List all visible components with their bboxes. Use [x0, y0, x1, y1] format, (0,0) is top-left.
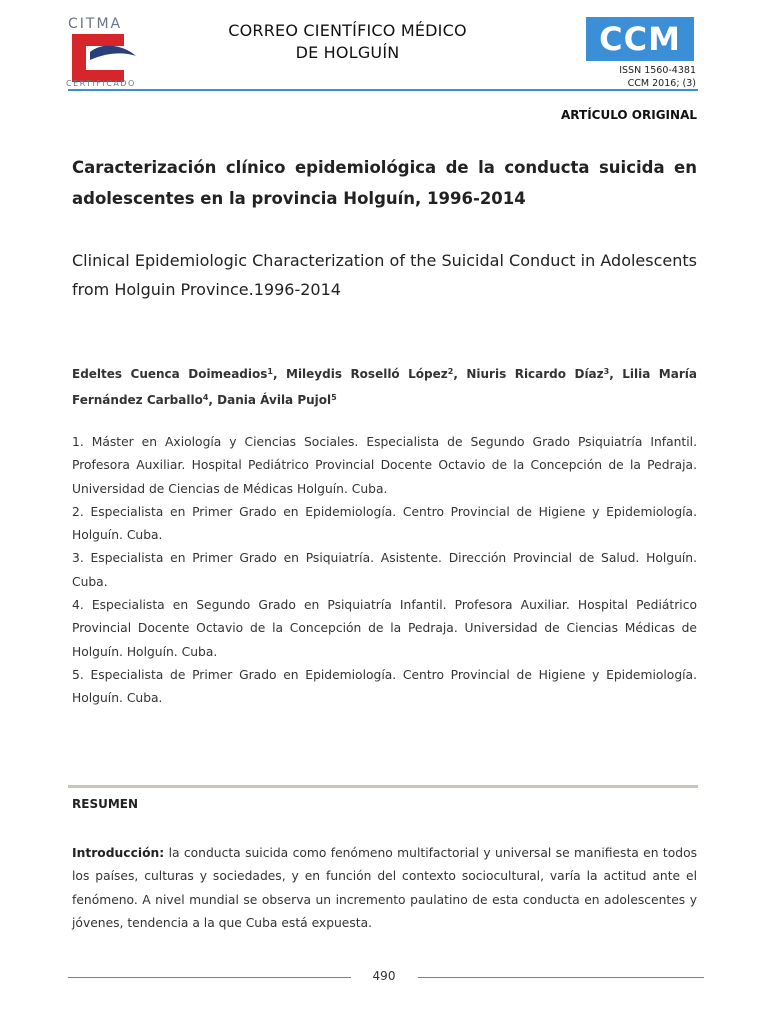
page-number: 490: [372, 969, 396, 983]
affiliation-item: 2. Especialista en Primer Grado en Epidemiología. Centro Provincial de Higiene y Epidemiología. Holguín. Cuba.: [72, 504, 697, 543]
footer-rule-right: [418, 977, 704, 978]
author-affiliation-number: 4: [202, 393, 209, 402]
author-name: Niuris Ricardo Díaz: [466, 367, 604, 381]
logo-text-certificado: CERTIFICADO: [66, 79, 136, 88]
journal-title-line1: CORREO CIENTÍFICO MÉDICO: [228, 21, 467, 40]
affiliation-item: 5. Especialista de Primer Grado en Epidemiología. Centro Provincial de Higiene y Epidemiología. Holguín. Cuba.: [72, 667, 697, 706]
introduction-text: la conducta suicida como fenómeno multifactorial y universal se manifiesta en todos los países, culturas y sociedades, y en función del contexto sociocultural, varía la actitud ante el fenómeno. A nivel mundial se observa un incremento paulatino de esta conducta en adolescentes y jóvenes, tendencia a la que Cuba está expuesta.: [72, 846, 697, 930]
header-divider: [68, 89, 698, 91]
journal-title: [180, 20, 515, 64]
logo-red-mark: [72, 34, 124, 82]
author-affiliation-number: 3: [603, 367, 610, 376]
issn-block: [560, 64, 696, 90]
author-name: Mileydis Roselló López: [286, 367, 448, 381]
author-name: Dania Ávila Pujol: [217, 393, 332, 407]
abstract-divider: [68, 785, 698, 788]
affiliation-item: 3. Especialista en Primer Grado en Psiquiatría. Asistente. Dirección Provincial de Salud. Holguín. Cuba.: [72, 551, 697, 589]
ccm-logo: CCM: [586, 17, 694, 61]
author-name: Edeltes Cuenca Doimeadios: [72, 367, 268, 381]
author-list: Edeltes Cuenca Doimeadios$^1$, Mileydis Roselló López$^2$, Niuris Ricardo Díaz$^3$, Lilia María Fernández Carballo$^4$, Dania Ávila Pujol$^5$: [72, 367, 697, 407]
citma-certificado-logo: [62, 12, 142, 90]
citation: CCM 2016; (3): [627, 78, 696, 89]
affiliation-list: [72, 431, 697, 711]
abstract-introduction: [72, 842, 697, 935]
author-affiliation-number: 5: [331, 393, 337, 402]
title-english: Clinical Epidemiologic Characterization of the Suicidal Conduct in Adolescents from Holguin Province.1996-2014: [72, 251, 697, 299]
affiliation-item: 1. Máster en Axiología y Ciencias Sociales. Especialista de Segundo Grado Psiquiatría Infantil. Profesora Auxiliar. Hospital Pediátrico Provincial Docente Octavio de la Concepción de la Pedraja. Universidad de Ciencias de Médicas Holguín. Cuba.: [72, 435, 697, 496]
logo-text-citma: CITMA: [68, 16, 123, 32]
title-spanish: Caracterización clínico epidemiológica de la conducta suicida en adolescentes en la provincia Holguín, 1996-2014: [72, 158, 697, 208]
logo-navy-swoosh: [90, 46, 136, 60]
issn: ISSN 1560-4381: [619, 65, 696, 76]
author-name: Lilia María Fernández Carballo: [72, 367, 697, 407]
abstract-heading: RESUMEN: [72, 797, 139, 811]
article-type: ARTÍCULO ORIGINAL: [561, 108, 697, 122]
author-affiliation-number: 2: [447, 367, 454, 376]
introduction-label: Introducción:: [72, 846, 165, 860]
footer-rule-left: [68, 977, 351, 978]
journal-title-line2: DE HOLGUÍN: [295, 43, 400, 62]
author-affiliation-number: 1: [267, 367, 273, 376]
affiliation-item: 4. Especialista en Segundo Grado en Psiquiatría Infantil. Profesora Auxiliar. Hospital Pediátrico Provincial Docente Octavio de la Concepción de la Pedraja. Universidad de Ciencias Médicas de Holguín. Holguín. Cuba.: [72, 598, 697, 659]
